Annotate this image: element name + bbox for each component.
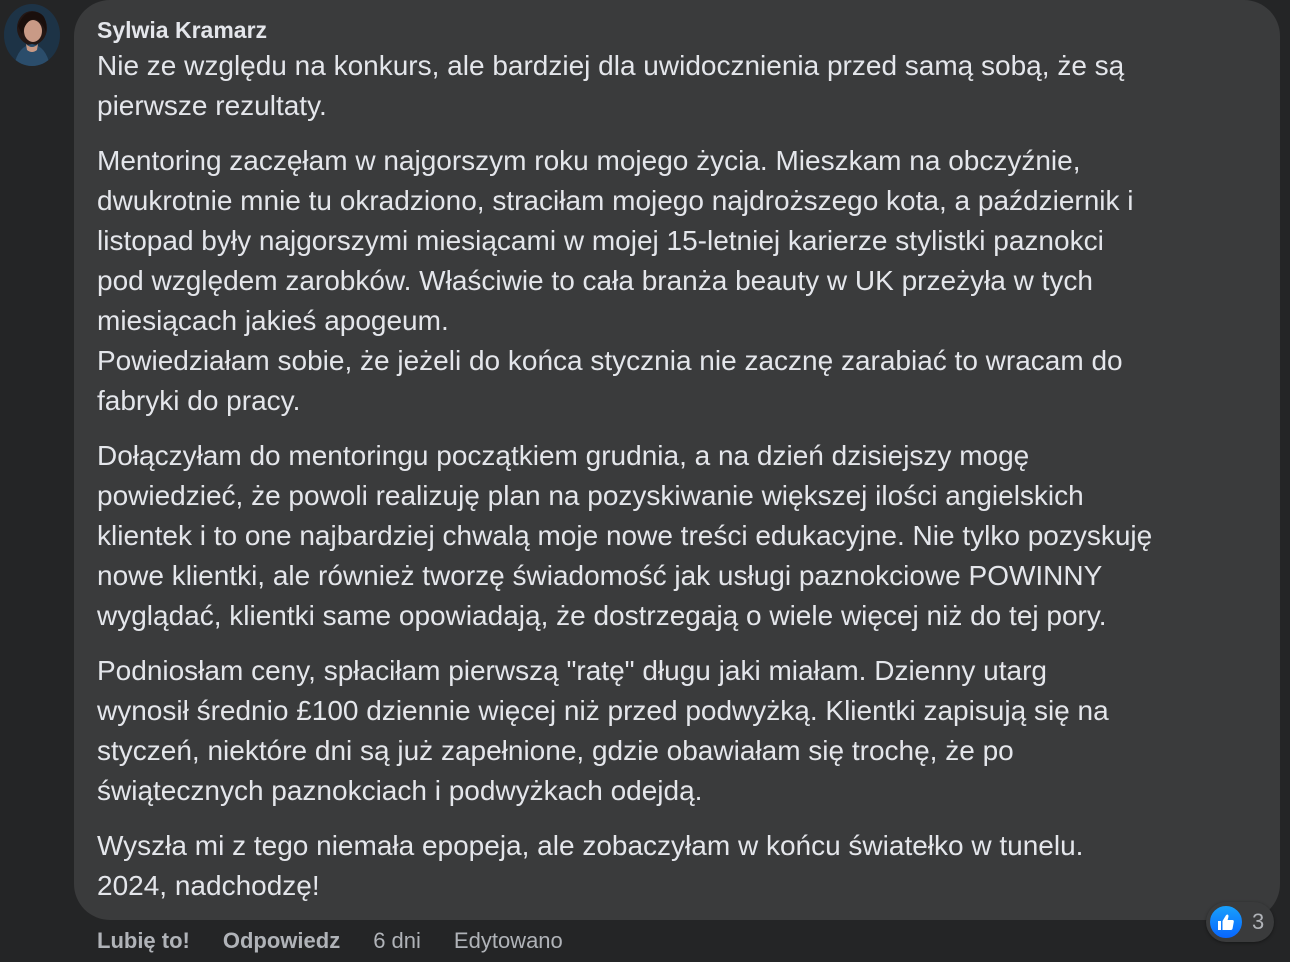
like-button[interactable]: Lubię to!: [97, 928, 190, 953]
comment-paragraph: Podniosłam ceny, spłaciłam pierwszą "ratę" długu jaki miałam. Dzienny utarg wynosił średnio £100 dziennie więcej niż przed podwyżką. Klientki zapisują się na styczeń, niektóre dni są już zapełnione, gdzie obawiałam się trochę, że po świątecznych paznokciach i podwyżkach odejdą.: [97, 655, 1109, 806]
like-icon: [1208, 904, 1244, 940]
comment-paragraph: Mentoring zaczęłam w najgorszym roku mojego życia. Mieszkam na obczyźnie, dwukrotnie mnie tu okradziono, straciłam mojego najdroższego kota, a październik i listopad były najgorszymi miesiącami w mojej 15-letniej karierze stylistki paznokci pod względem zarobków. Właściwie to cała branża beauty w UK przeżyła w tych miesiącach jakieś apogeum. Powiedziałam sobie, że jeżeli do końca stycznia nie zacznę zarabiać to wracam do fabryki do pracy.: [97, 145, 1134, 416]
avatar-photo: [4, 4, 60, 66]
comment-timestamp[interactable]: 6 dni: [373, 928, 421, 953]
reaction-count: 3: [1252, 909, 1265, 934]
comment-paragraph: Nie ze względu na konkurs, ale bardziej dla uwidocznienia przed samą sobą, że są pierwsze rezultaty.: [97, 50, 1125, 121]
comment-body: [97, 46, 1257, 906]
comment-actions: [97, 926, 596, 956]
comment-paragraph: Dołączyłam do mentoringu początkiem grudnia, a na dzień dzisiejszy mogę powiedzieć, że powoli realizuję plan na pozyskiwanie większej ilości angielskich klientek i to one najbardziej chwalą moje nowe treści edukacyjne. Nie tylko pozyskuję nowe klientki, ale również tworzę świadomość jak usługi paznokciowe POWINNY wyglądać, klientki same opowiadają, że dostrzegają o wiele więcej niż do tej pory.: [97, 440, 1153, 631]
reaction-summary[interactable]: [1206, 902, 1274, 942]
reply-button[interactable]: Odpowiedz: [222, 928, 341, 953]
comment-bubble: [74, 0, 1280, 920]
comment-paragraph: Wyszła mi z tego niemała epopeja, ale zobaczyłam w końcu światełko w tunelu. 2024, nadchodzę!: [97, 830, 1084, 901]
avatar[interactable]: [4, 4, 60, 66]
comment-author[interactable]: Sylwia Kramarz: [97, 17, 268, 43]
edited-label[interactable]: Edytowano: [453, 928, 563, 953]
